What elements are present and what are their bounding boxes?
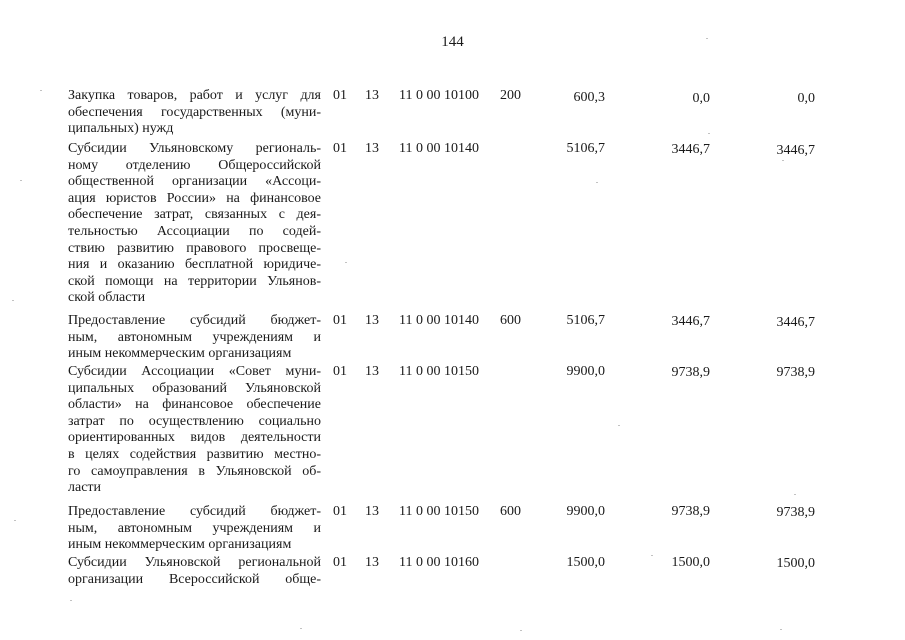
amount-year-3: 3446,7 [776,315,815,330]
description-line: ния и оказанию бесплатной юридиче- [68,257,321,273]
description-line: затрат по осуществлению социально [68,413,321,429]
target-article-code: 11 0 00 10100 [399,88,479,103]
expense-type-code: 600 [500,313,521,328]
description-line: ствию развитию правового просвеще- [68,240,321,256]
scan-speck [70,600,72,601]
amount-year-1: 9900,0 [566,364,605,379]
amount-year-3: 3446,7 [776,143,815,158]
amount-year-3: 1500,0 [776,556,815,571]
description-line: ному отделению Общероссийской [68,157,321,173]
scan-speck [520,630,522,631]
row-description [68,364,321,497]
description-line: организации Всероссийской обще- [68,571,321,587]
scan-speck [794,494,796,495]
scan-speck [782,160,784,161]
amount-year-2: 1500,0 [671,555,710,570]
subsection-code: 13 [365,504,379,519]
amount-year-1: 600,3 [573,90,605,105]
scan-speck [20,180,22,181]
description-line: иным некоммерческим организациям [68,346,292,362]
row-description [68,141,321,307]
scan-speck [651,555,653,556]
description-line: ным, автономным учреждениям и [68,520,321,536]
description-line: ципальных) нужд [68,121,174,137]
description-line: в целях содействия развитию местно- [68,446,321,462]
target-article-code: 11 0 00 10150 [399,364,479,379]
description-line: ласти [68,480,102,496]
row-description [68,504,321,554]
description-line: иным некоммерческим организациям [68,537,292,553]
description-line: Субсидии Ульяновскому региональ- [68,141,321,156]
description-line: ация юристов России» на финансовое [68,190,321,206]
row-description [68,555,321,588]
scan-speck [708,133,710,134]
expense-type-code: 600 [500,504,521,519]
amount-year-3: 9738,9 [776,505,815,520]
target-article-code: 11 0 00 10150 [399,504,479,519]
section-code: 01 [333,313,347,328]
description-line: ципальных образований Ульяновской [68,380,321,396]
description-line: ным, автономным учреждениям и [68,329,321,345]
description-line: ориентированных видов деятельности [68,430,321,446]
description-line: ской помощи на территории Ульянов- [68,273,321,289]
target-article-code: 11 0 00 10140 [399,141,479,156]
description-line: тельностью Ассоциации по содей- [68,223,321,239]
section-code: 01 [333,141,347,156]
section-code: 01 [333,504,347,519]
amount-year-1: 5106,7 [566,313,605,328]
description-line: го самоуправления в Ульяновской об- [68,463,321,479]
amount-year-2: 3446,7 [671,314,710,329]
subsection-code: 13 [365,555,379,570]
subsection-code: 13 [365,313,379,328]
expense-type-code: 200 [500,88,521,103]
subsection-code: 13 [365,141,379,156]
scan-speck [706,38,708,39]
amount-year-2: 9738,9 [671,365,710,380]
target-article-code: 11 0 00 10160 [399,555,479,570]
description-line: области» на финансовое обеспечение [68,397,321,413]
amount-year-2: 9738,9 [671,504,710,519]
subsection-code: 13 [365,88,379,103]
description-line: Предоставление субсидий бюджет- [68,504,321,519]
section-code: 01 [333,364,347,379]
scan-speck [780,629,782,630]
amount-year-3: 0,0 [797,91,815,106]
description-line: общественной организации «Ассоци- [68,174,321,190]
description-line: ской области [68,290,146,306]
page-number: 144 [441,34,464,50]
row-description [68,88,321,138]
scan-speck [345,262,347,263]
scan-speck [40,90,42,91]
scan-speck [300,628,302,629]
amount-year-1: 5106,7 [566,141,605,156]
description-line: Субсидии Ульяновской региональной [68,555,321,570]
target-article-code: 11 0 00 10140 [399,313,479,328]
amount-year-1: 9900,0 [566,504,605,519]
scan-speck [618,425,620,426]
amount-year-2: 3446,7 [671,142,710,157]
subsection-code: 13 [365,364,379,379]
description-line: Предоставление субсидий бюджет- [68,313,321,328]
scan-speck [14,520,16,521]
scan-speck [596,182,598,183]
section-code: 01 [333,555,347,570]
description-line: Закупка товаров, работ и услуг для [68,88,321,103]
row-description [68,313,321,363]
amount-year-3: 9738,9 [776,365,815,380]
description-line: Субсидии Ассоциации «Совет муни- [68,364,321,379]
amount-year-1: 1500,0 [566,555,605,570]
description-line: обеспечения государственных (муни- [68,104,321,120]
amount-year-2: 0,0 [692,91,710,106]
description-line: обеспечение затрат, связанных с дея- [68,207,321,223]
scan-speck [12,300,14,301]
section-code: 01 [333,88,347,103]
